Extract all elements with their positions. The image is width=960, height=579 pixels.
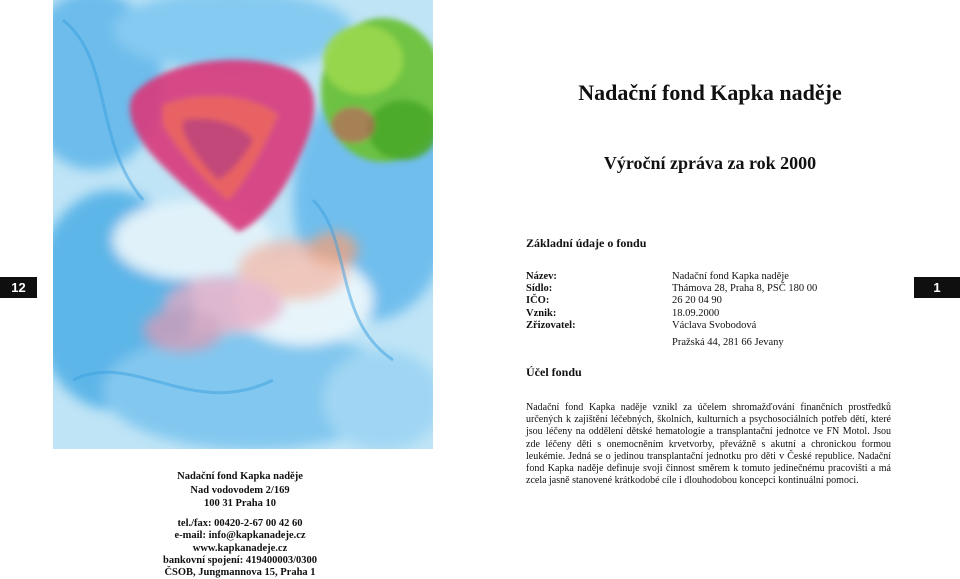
address-line: Nad vodovodem 2/169 <box>190 484 290 496</box>
fact-row <box>526 295 886 307</box>
fact-value: Nadační fond Kapka naděje <box>672 271 789 282</box>
fact-row <box>526 320 886 332</box>
contact-info <box>140 518 340 579</box>
report-title: Nadační fond Kapka naděje <box>578 80 842 105</box>
painting-illustration <box>53 0 433 449</box>
contact-bank-name: ČSOB, Jungmannova 15, Praha 1 <box>164 567 316 579</box>
right-page-number: 1 <box>914 277 960 298</box>
fact-value: Pražská 44, 281 66 Jevany <box>672 337 784 349</box>
fact-row <box>526 308 886 320</box>
watercolor-painting <box>53 0 433 449</box>
fact-row <box>526 337 886 349</box>
address-line: Nadační fond Kapka naděje <box>177 471 303 482</box>
contact-bank-account: bankovní spojení: 419400003/0300 <box>162 554 318 566</box>
fact-value: Thámova 28, Praha 8, PSČ 180 00 <box>672 283 818 295</box>
foundation-address <box>160 470 320 511</box>
fact-label: Název: <box>526 271 557 282</box>
facts-table <box>526 271 886 349</box>
fact-value: Václava Svobodová <box>672 319 757 331</box>
address-line: 100 31 Praha 10 <box>203 498 277 509</box>
fact-row <box>526 283 886 295</box>
contact-website: www.kapkanadeje.cz <box>192 542 288 554</box>
contact-phone: tel./fax: 00420-2-67 00 42 60 <box>177 518 303 529</box>
report-subtitle: Výroční zpráva za rok 2000 <box>603 153 817 173</box>
purpose-paragraph: Nadační fond Kapka naděje vznikl za účelem shromažďování finančních prostředků určených k zajištění léčebných, školních, kulturních a psychosociálních potřeb dětí, které jsou léčeny na oddělení dětské hematologie a transplantační jednotce ve FN Motol. Jsou zde léčeny děti s onemocněním krvetvorby, převážně s akutní a chronickou formou leukémie. Jedná se o jedinou transplantační jednotku pro děti v České republice. Nadační fond Kapka naděje definuje svoji činnost směrem k tomuto jedinečnému pracovišti a má zcela jasně stanovené krátkodobé cíle i dlouhodobou koncepci kontinuální pomoci. <box>526 402 891 487</box>
fact-label: Vznik: <box>526 307 557 319</box>
fact-row <box>526 271 886 283</box>
basic-info-heading: Základní údaje o fondu <box>526 236 647 250</box>
left-page-number: 12 <box>0 277 37 298</box>
purpose-heading: Účel fondu <box>526 365 582 379</box>
fact-label: Zřizovatel: <box>526 319 576 331</box>
fact-value: 18.09.2000 <box>672 307 720 319</box>
fact-label: IČO: <box>526 295 550 307</box>
fact-label: Sídlo: <box>526 283 553 295</box>
fact-label <box>526 337 672 349</box>
fact-value: 26 20 04 90 <box>672 295 722 307</box>
contact-email: e-mail: info@kapkanadeje.cz <box>174 530 306 542</box>
